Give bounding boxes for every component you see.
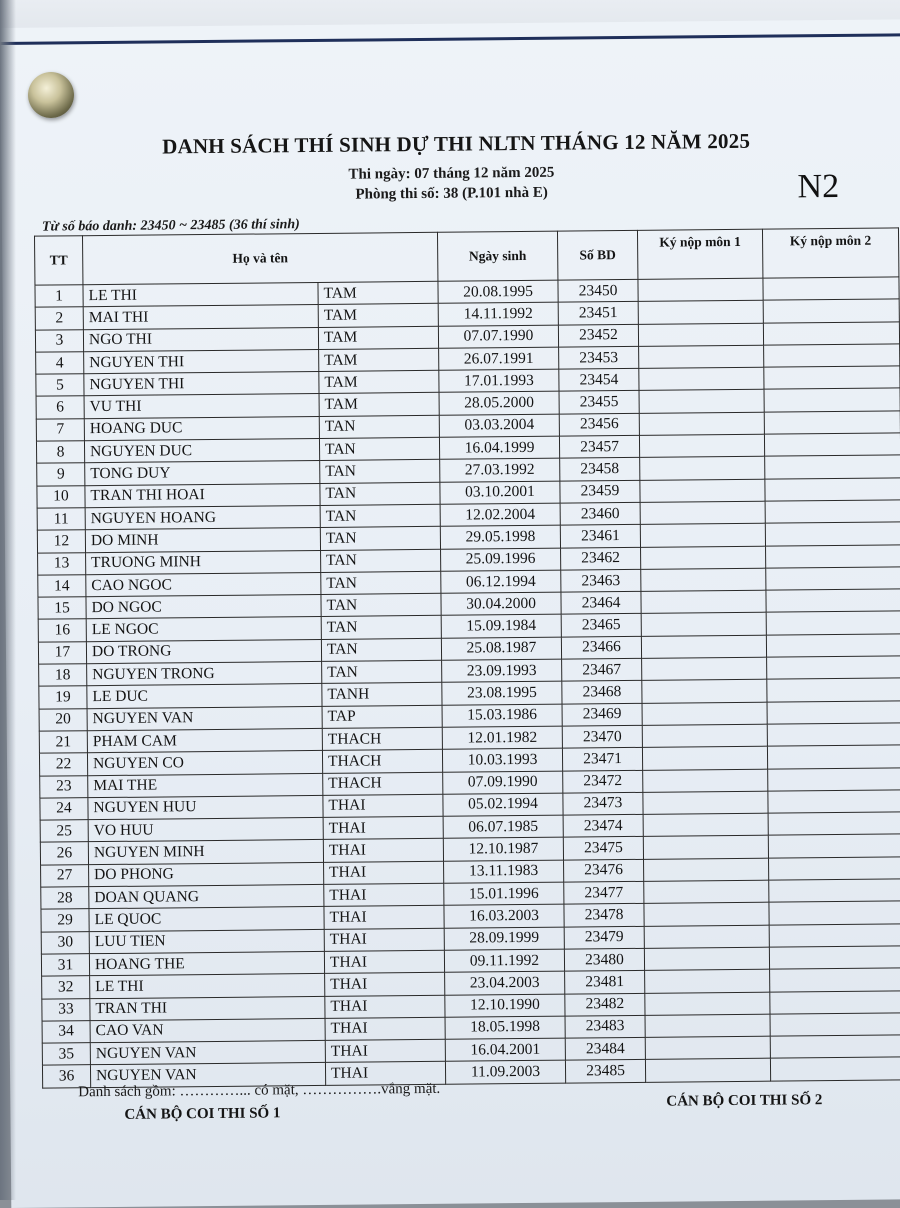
row-given-name: THAI [323,839,443,862]
row-number: 7 [36,418,84,441]
row-sign-subject-2 [770,1035,900,1059]
row-number: 16 [38,619,86,642]
row-candidate-number: 23485 [565,1060,645,1083]
row-number: 21 [39,731,87,754]
row-surname: NGUYEN THI [84,349,319,374]
row-sign-subject-1 [645,969,770,992]
row-sign-subject-1 [640,523,765,546]
row-sign-subject-2 [763,321,899,345]
row-sign-subject-1 [642,680,767,703]
row-candidate-number: 23467 [562,658,642,681]
row-dob: 12.02.2004 [440,503,560,526]
row-given-name: TAM [319,348,439,371]
row-sign-subject-2 [765,522,900,546]
row-surname: NGUYEN HUU [88,795,323,820]
row-number: 12 [37,530,85,553]
row-number: 15 [38,597,86,620]
row-sign-subject-1 [643,769,768,792]
row-surname: NGUYEN THI [84,372,319,397]
row-dob: 16.04.2001 [445,1038,565,1061]
row-sign-subject-1 [641,546,766,569]
row-given-name: TAN [321,593,441,616]
row-sign-subject-2 [770,1013,900,1037]
row-sign-subject-1 [644,880,769,903]
row-given-name: TAM [318,326,438,349]
row-sign-subject-2 [765,455,900,479]
row-number: 26 [40,842,88,865]
col-header-name: Họ và tên [82,232,437,284]
row-given-name: THAI [324,928,444,951]
row-given-name: THAI [324,861,444,884]
row-surname: NGUYEN DUC [84,439,319,464]
row-candidate-number: 23469 [562,703,642,726]
row-candidate-number: 23462 [561,547,641,570]
row-number: 6 [36,396,84,419]
row-sign-subject-2 [764,411,900,435]
row-given-name: THACH [323,772,443,795]
row-dob: 06.07.1985 [443,815,563,838]
row-given-name: THAI [323,794,443,817]
row-sign-subject-1 [643,813,768,836]
row-given-name: TAN [319,437,439,460]
row-number: 36 [42,1065,90,1088]
row-given-name: TANH [322,683,442,706]
row-dob: 15.03.1986 [442,704,562,727]
left-shadow [0,0,16,1200]
row-number: 3 [35,329,83,352]
row-dob: 23.04.2003 [445,971,565,994]
row-given-name: THAI [324,950,444,973]
row-number: 17 [38,641,86,664]
row-sign-subject-2 [766,544,900,568]
row-sign-subject-1 [644,902,769,925]
row-given-name: TAM [318,281,438,304]
row-sign-subject-2 [765,478,900,502]
row-surname: CAO NGOC [86,572,321,597]
row-surname: NGUYEN VAN [87,706,322,731]
row-surname: LE THI [90,974,325,999]
row-candidate-number: 23458 [560,458,640,481]
row-number: 34 [42,1020,90,1043]
row-number: 31 [41,954,89,977]
row-sign-subject-2 [764,388,900,412]
row-number: 28 [41,887,89,910]
row-sign-subject-2 [765,500,900,524]
row-sign-subject-2 [769,946,900,970]
row-surname: TRAN THI [90,996,325,1021]
row-sign-subject-2 [770,1057,900,1081]
row-given-name: TAN [322,660,442,683]
row-sign-subject-1 [641,590,766,613]
row-candidate-number: 23473 [563,792,643,815]
row-sign-subject-1 [644,858,769,881]
row-surname: DO MINH [85,528,320,553]
row-number: 27 [41,864,89,887]
row-number: 23 [40,775,88,798]
row-given-name: TAN [320,527,440,550]
row-number: 24 [40,798,88,821]
row-candidate-number: 23464 [561,592,641,615]
row-sign-subject-1 [640,479,765,502]
row-given-name: THAI [325,1062,445,1085]
row-sign-subject-2 [768,812,900,836]
row-candidate-number: 23455 [559,391,639,414]
row-candidate-number: 23481 [565,971,645,994]
room-code: N2 [797,167,840,206]
row-dob: 28.09.1999 [444,927,564,950]
exam-room: Phòng thi số: 38 (P.101 nhà E) [355,184,548,203]
row-candidate-number: 23477 [564,881,644,904]
row-surname: NGUYEN TRONG [87,661,322,686]
row-surname: NGO THI [83,327,318,352]
row-sign-subject-2 [770,990,900,1014]
row-given-name: THAI [325,995,445,1018]
row-candidate-number: 23472 [563,770,643,793]
row-dob: 11.09.2003 [445,1061,565,1084]
row-sign-subject-1 [644,925,769,948]
row-number: 14 [38,575,86,598]
row-sign-subject-2 [766,611,900,635]
row-candidate-number: 23484 [565,1037,645,1060]
row-sign-subject-1 [639,434,764,457]
row-dob: 12.10.1987 [443,838,563,861]
push-pin-icon [28,72,74,118]
exam-sheet [0,19,900,1208]
row-given-name: TAM [318,304,438,327]
row-given-name: TAN [321,638,441,661]
row-given-name: TAN [320,482,440,505]
row-number: 9 [37,463,85,486]
row-surname: NGUYEN VAN [90,1041,325,1066]
row-candidate-number: 23476 [564,859,644,882]
row-surname: NGUYEN HOANG [85,505,320,530]
row-sign-subject-1 [638,323,763,346]
row-surname: NGUYEN CO [87,751,322,776]
row-sign-subject-2 [767,723,900,747]
row-given-name: TAN [321,616,441,639]
row-candidate-number: 23452 [558,324,638,347]
row-given-name: THAI [324,883,444,906]
row-surname: NGUYEN MINH [88,840,323,865]
row-number: 35 [42,1043,90,1066]
row-number: 4 [36,352,84,375]
row-surname: LE NGOC [86,617,321,642]
row-sign-subject-1 [639,412,764,435]
row-surname: MAI THI [83,305,318,330]
row-number: 20 [39,708,87,731]
col-header-dob: Ngày sinh [437,231,557,281]
row-candidate-number: 23451 [558,302,638,325]
row-number: 13 [38,552,86,575]
row-surname: DOAN QUANG [89,884,324,909]
row-number: 2 [35,307,83,330]
row-surname: MAI THE [88,773,323,798]
row-candidate-number: 23453 [559,346,639,369]
row-sign-subject-2 [767,678,900,702]
row-dob: 27.03.1992 [440,459,560,482]
row-sign-subject-1 [645,992,770,1015]
row-sign-subject-1 [641,568,766,591]
row-sign-subject-1 [642,702,767,725]
row-surname: HOANG DUC [84,416,319,441]
row-surname: LUU TIEN [89,929,324,954]
row-dob: 16.03.2003 [444,904,564,927]
row-dob: 13.11.1983 [444,860,564,883]
row-sign-subject-1 [639,390,764,413]
row-surname: TRUONG MINH [86,550,321,575]
row-number: 19 [39,686,87,709]
exam-date: Thi ngày: 07 tháng 12 năm 2025 [348,164,555,183]
row-sign-subject-2 [767,656,900,680]
row-candidate-number: 23463 [561,569,641,592]
row-number: 10 [37,485,85,508]
row-dob: 15.01.1996 [444,882,564,905]
row-sign-subject-2 [769,901,900,925]
row-dob: 23.08.1995 [442,681,562,704]
row-sign-subject-2 [764,344,900,368]
row-dob: 15.09.1984 [441,615,561,638]
row-sign-subject-2 [766,567,900,591]
row-given-name: THAI [325,972,445,995]
row-sign-subject-2 [763,277,899,301]
row-surname: PHAM CAM [87,728,322,753]
row-surname: CAO VAN [90,1018,325,1043]
row-sign-subject-2 [769,857,900,881]
row-dob: 25.09.1996 [441,548,561,571]
row-surname: VO HUU [88,818,323,843]
row-dob: 18.05.1998 [445,1016,565,1039]
row-number: 30 [41,931,89,954]
row-sign-subject-1 [645,1014,770,1037]
row-dob: 23.09.1993 [442,659,562,682]
row-sign-subject-1 [640,501,765,524]
row-surname: DO PHONG [89,862,324,887]
row-candidate-number: 23482 [565,993,645,1016]
row-dob: 14.11.1992 [438,302,558,325]
row-sign-subject-1 [643,836,768,859]
col-header-sign1: Ký nộp môn 1 [637,229,762,279]
row-sign-subject-1 [638,278,763,301]
row-sign-subject-2 [766,589,900,613]
row-number: 32 [42,976,90,999]
row-given-name: TAP [322,705,442,728]
row-candidate-number: 23483 [565,1015,645,1038]
row-number: 22 [39,753,87,776]
row-dob: 20.08.1995 [438,280,558,303]
col-header-tt: TT [34,236,82,285]
row-given-name: THACH [322,727,442,750]
row-sign-subject-1 [643,791,768,814]
row-dob: 06.12.1994 [441,570,561,593]
row-sign-subject-1 [644,947,769,970]
candidate-table [34,227,900,1088]
row-sign-subject-2 [768,834,900,858]
row-surname: TRAN THI HOAI [85,483,320,508]
row-given-name: THAI [325,1017,445,1040]
row-sign-subject-2 [763,299,899,323]
row-dob: 07.07.1990 [438,325,558,348]
row-given-name: TAN [321,549,441,572]
row-sign-subject-2 [764,366,900,390]
row-candidate-number: 23457 [559,435,639,458]
row-number: 25 [40,820,88,843]
row-given-name: THACH [322,750,442,773]
candidate-range: Từ số báo danh: 23450 ~ 23485 (36 thí sinh) [41,217,300,235]
row-dob: 26.07.1991 [439,347,559,370]
row-given-name: TAM [319,393,439,416]
row-sign-subject-1 [638,300,763,323]
row-sign-subject-2 [767,701,900,725]
row-candidate-number: 23461 [560,525,640,548]
row-dob: 30.04.2000 [441,592,561,615]
row-sign-subject-1 [640,457,765,480]
row-sign-subject-1 [642,724,767,747]
proctor-2-label: CÁN BỘ COI THI SỐ 2 [666,1092,823,1110]
row-sign-subject-2 [768,790,900,814]
row-sign-subject-1 [642,657,767,680]
row-dob: 28.05.2000 [439,392,559,415]
row-sign-subject-1 [641,613,766,636]
row-candidate-number: 23480 [564,948,644,971]
row-sign-subject-2 [767,745,900,769]
row-dob: 16.04.1999 [439,436,559,459]
row-dob: 25.08.1987 [441,637,561,660]
row-given-name: TAN [321,571,441,594]
row-number: 8 [36,441,84,464]
row-candidate-number: 23478 [564,904,644,927]
col-header-sign2: Ký nộp môn 2 [762,228,898,278]
row-number: 5 [36,374,84,397]
row-surname: VU THI [84,394,319,419]
row-number: 1 [35,285,83,308]
row-surname: LE DUC [87,684,322,709]
row-candidate-number: 23471 [562,748,642,771]
row-surname: TONG DUY [85,461,320,486]
row-candidate-number: 23465 [561,614,641,637]
row-surname: NGUYEN VAN [90,1063,325,1088]
row-dob: 29.05.1998 [440,525,560,548]
row-sign-subject-2 [769,923,900,947]
row-given-name: THAI [324,906,444,929]
row-sign-subject-1 [645,1036,770,1059]
row-dob: 07.09.1990 [443,771,563,794]
row-candidate-number: 23460 [560,502,640,525]
row-candidate-number: 23468 [562,681,642,704]
row-sign-subject-2 [770,968,900,992]
row-candidate-number: 23466 [561,636,641,659]
row-sign-subject-1 [645,1059,770,1082]
row-dob: 05.02.1994 [443,793,563,816]
row-candidate-number: 23454 [559,369,639,392]
sheet-edge [0,33,900,45]
row-dob: 12.01.1982 [442,726,562,749]
row-sign-subject-1 [641,635,766,658]
row-candidate-number: 23474 [563,814,643,837]
row-surname: LE QUOC [89,907,324,932]
row-given-name: THAI [325,1039,445,1062]
row-dob: 09.11.1992 [444,949,564,972]
row-candidate-number: 23479 [564,926,644,949]
row-given-name: TAN [320,460,440,483]
row-given-name: TAM [319,370,439,393]
attendance-summary: Danh sách gồm: …………... có mặt, …………….vắng mặt. [78,1080,441,1101]
proctor-1-label: CÁN BỘ COI THI SỐ 1 [124,1105,281,1123]
row-surname: LE THI [83,282,318,307]
row-dob: 17.01.1993 [439,369,559,392]
document-title: DANH SÁCH THÍ SINH DỰ THI NLTN THÁNG 12 NĂM 2025 [162,128,751,159]
row-given-name: TAN [319,415,439,438]
row-sign-subject-2 [766,634,900,658]
row-sign-subject-1 [642,746,767,769]
row-dob: 03.10.2001 [440,481,560,504]
row-surname: DO NGOC [86,595,321,620]
row-candidate-number: 23470 [562,725,642,748]
row-surname: DO TRONG [86,639,321,664]
row-sign-subject-1 [639,345,764,368]
row-number: 11 [37,508,85,531]
row-number: 18 [39,664,87,687]
row-candidate-number: 23450 [558,279,638,302]
col-header-sbd: Số BD [557,230,637,280]
row-given-name: TAN [320,504,440,527]
row-sign-subject-2 [769,879,900,903]
row-candidate-number: 23456 [559,413,639,436]
row-sign-subject-2 [768,767,900,791]
row-candidate-number: 23459 [560,480,640,503]
row-given-name: THAI [323,816,443,839]
table-header-row [34,228,898,285]
row-number: 33 [42,998,90,1021]
row-dob: 10.03.1993 [442,748,562,771]
row-dob: 03.03.2004 [439,414,559,437]
row-candidate-number: 23475 [563,837,643,860]
row-number: 29 [41,909,89,932]
row-surname: HOANG THE [89,951,324,976]
row-sign-subject-2 [764,433,900,457]
row-sign-subject-1 [639,367,764,390]
row-dob: 12.10.1990 [445,994,565,1017]
